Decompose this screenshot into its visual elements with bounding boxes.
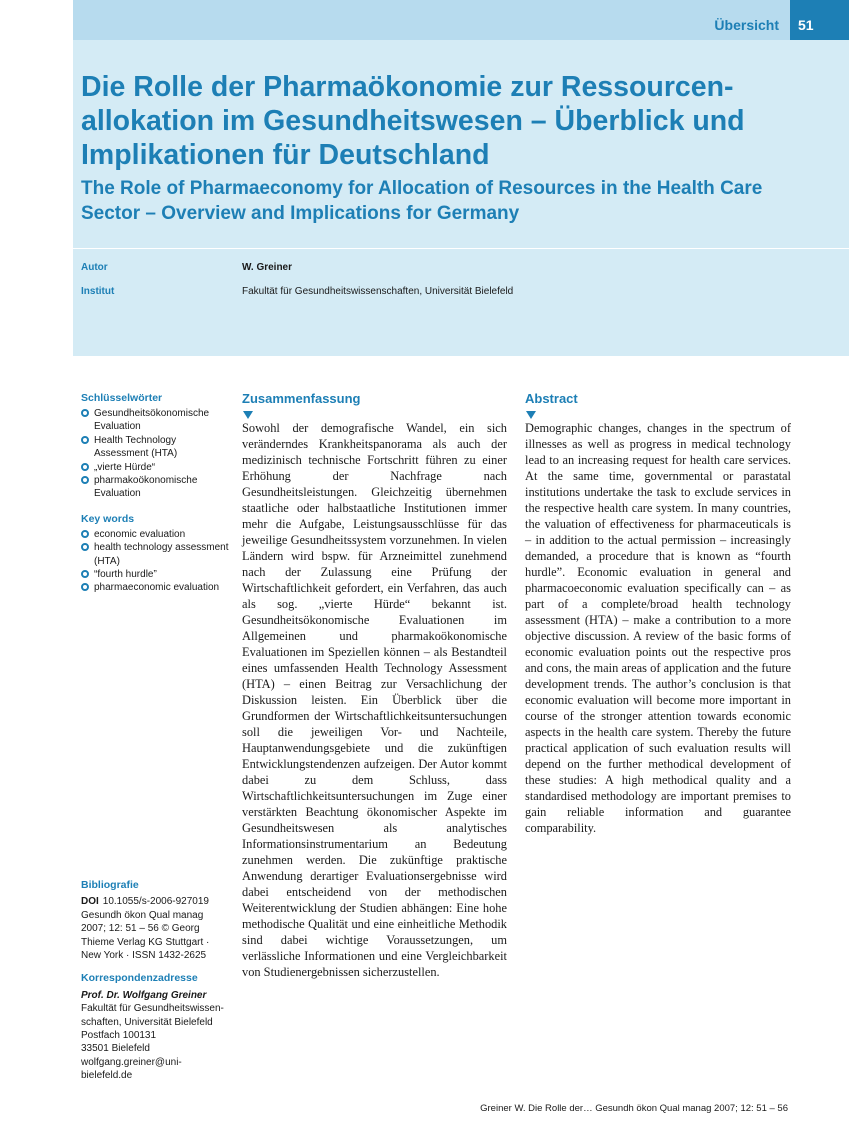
doi-line xyxy=(81,895,231,908)
abstract-english-heading: Abstract xyxy=(525,391,578,406)
bullet-circle-icon xyxy=(81,463,89,471)
bibliography-block xyxy=(81,879,231,1083)
doi-label: DOI xyxy=(81,896,99,908)
keyword-item: Gesundheitsökonomische Evaluation xyxy=(81,407,231,434)
bullet-circle-icon xyxy=(81,570,89,578)
section-label: Übersicht xyxy=(714,17,779,33)
keywords-en-heading: Key words xyxy=(81,512,135,525)
bibliography-heading: Bibliografie xyxy=(81,879,139,891)
page-number: 51 xyxy=(790,0,849,40)
keyword-item: Health Technology Assessment (HTA) xyxy=(81,434,231,461)
citation: Gesundh ökon Qual manag 2007; 12: 51 – 56 © Georg Thieme Verlag KG Stuttgart · New York · ISSN 1432-2625 xyxy=(81,909,210,962)
keyword-item: „vierte Hürde“ xyxy=(81,461,231,474)
keywords-en-list xyxy=(81,528,231,595)
page-footer: Greiner W. Die Rolle der… Gesundh ökon Qual manag 2007; 12: 51 – 56 xyxy=(480,1103,788,1114)
author-label: Autor xyxy=(81,262,108,273)
keyword-item: pharmakoökonomische Evaluation xyxy=(81,474,231,501)
bullet-circle-icon xyxy=(81,436,89,444)
keyword-item: health technology assessment (HTA) xyxy=(81,541,231,568)
correspondence-address-line: Postfach 100131 xyxy=(81,1030,157,1042)
correspondence-address-line: 33501 Bielefeld xyxy=(81,1043,150,1055)
abstract-german xyxy=(242,391,507,980)
correspondence-address-line: Fakultät für Gesundheitswissenschaften, Universität Bielefeld xyxy=(81,1003,224,1028)
keywords-sidebar xyxy=(81,392,231,595)
doi-value[interactable]: 10.1055/s-2006-927019 xyxy=(102,896,209,908)
title-english: The Role of Pharmaeconomy for Allocation of Resources in the Health Care Sector – Overview and Implications for Germany xyxy=(81,178,763,224)
abstract-german-text: Sowohl der demografische Wandel, ein sich veränderndes Krankheitspanorama als auch der medizinisch technische Fortschritt führen zu einer Erhöhung der Nachfrage nach Gesundheitsleistungen. Gleichzeitig übernehmen staatliche oder halbstaatliche Institutionen immer mehr die Aufgabe, Leistungsausschlüsse für das jeweilige Gesundheitssystem vorzunehmen. In vielen Ländern wird bspw. für Arzneimittel zunehmend nach der Zulassung eine Prüfung der Wirtschaftlichkeit gefordert, ein Verfahren, das auch als sog. „vierte Hürde“ bekannt ist. Gesundheitsökonomische Evaluationen im Allgemeinen und pharmakoökonomische Evaluationen im Speziellen können – als Bestandteil eines umfassenden Health Technology Assessment (HTA) – einen Beitrag zur Versachlichung der Diskussion leisten. Ein Überblick über die Grundformen der Wirtschaftlichkeitsuntersuchungen soll die jeweiligen Vor- und Nachteile, Hauptanwendungsgebiete und die zukünftigen Entwicklungstendenzen aufzeigen. Der Autor kommt dabei zu dem Schluss, dass Wirtschaftlichkeitsuntersuchungen im Zuge einer verstärkten Beachtung ökonomischer Aspekte im Gesundheitswesen als analytisches Informationsinstrumentarium an Bedeutung zunehmen werden. Die zukünftige praktische Anwendung derartiger Evaluationsergebnisse wird dabei entscheidend von der methodischen Weiterentwicklung der Studien abhängen: Eine hohe methodische Qualität und eine einheitliche Methodik sind dabei wichtige Voraussetzungen, um verlässliche Informationen und eine Vergleichbarkeit von Studienergebnissen sicherzustellen. xyxy=(242,421,507,979)
header-divider xyxy=(73,248,849,249)
bullet-circle-icon xyxy=(81,476,89,484)
bullet-circle-icon xyxy=(81,583,89,591)
correspondence-name: Prof. Dr. Wolfgang Greiner xyxy=(81,989,207,1001)
institute-name: Fakultät für Gesundheitswissenschaften, Universität Bielefeld xyxy=(242,286,514,297)
abstract-english-text: Demographic changes, changes in the spectrum of illnesses as well as progress in medical technology lead to an increasing request for health care services. At the same time, governmental or parastatal institutions undertake the task to exclude services in the respective health care system. In many countries, the valuation of effectiveness for pharmaceuticals is – in addition to the actual permission – increasingly demanded, a procedure that is known as “fourth hurdle”. Economic evaluation in general and pharmacoeconomic evaluation specifically can – as part of a complete/broad health technology assessment (HTA) – make a contribution to a more objective discussion. A review of the basic forms of economic evaluation points out the respective pros and cons, the main areas of application and the future development trends. The author’s conclusion is that economic evaluation will become more important in course of the stronger attention towards economic aspects in the health care system. Thereby the future practical application of such evaluation results will depend on the further methodical development of these studies: A high methodical quality and a standardised methodology are important premises to gain reliable information and guarantee comparability. xyxy=(525,421,791,835)
correspondence-email[interactable]: wolfgang.greiner@uni-bielefeld.de xyxy=(81,1056,182,1082)
abstract-english xyxy=(525,391,791,836)
correspondence-heading: Korrespondenzadresse xyxy=(81,972,198,985)
triangle-down-icon xyxy=(243,411,253,419)
keyword-item: pharmaeconomic evaluation xyxy=(81,581,231,594)
keyword-item: “fourth hurdle” xyxy=(81,568,231,581)
triangle-down-icon xyxy=(526,411,536,419)
bullet-circle-icon xyxy=(81,409,89,417)
author-name: W. Greiner xyxy=(242,262,293,273)
institute-label: Institut xyxy=(81,286,115,297)
bullet-circle-icon xyxy=(81,543,89,551)
keywords-de-heading: Schlüsselwörter xyxy=(81,392,163,404)
title-german: Die Rolle der Pharmaökonomie zur Ressourcenallokation im Gesundheitswesen – Überblick und Implikationen für Deutschland xyxy=(81,71,745,171)
abstract-german-heading: Zusammenfassung xyxy=(242,391,361,406)
keyword-item: economic evaluation xyxy=(81,528,231,541)
bullet-circle-icon xyxy=(81,530,89,538)
keywords-de-list xyxy=(81,407,231,501)
